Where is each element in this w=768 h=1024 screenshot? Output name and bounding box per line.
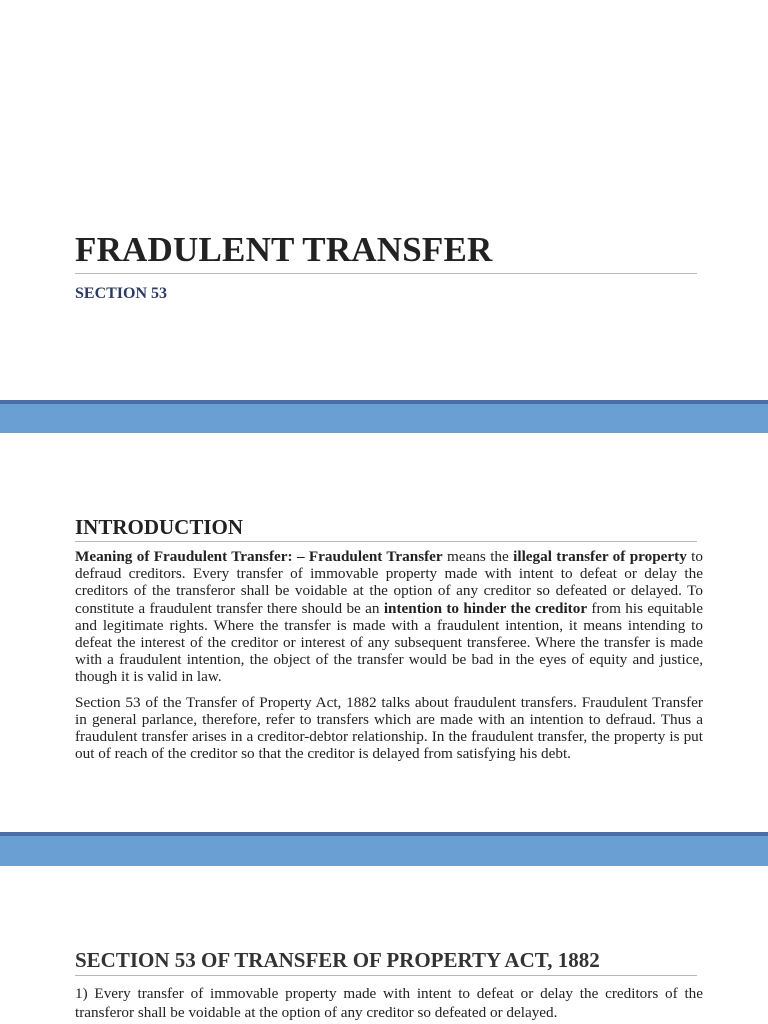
- term-illegal-transfer: illegal transfer of property: [513, 548, 687, 565]
- text-span: means the: [442, 548, 514, 565]
- slide-separator: [0, 832, 768, 866]
- section-53-divider: [75, 975, 697, 976]
- slide-subtitle: SECTION 53: [75, 285, 168, 302]
- slide-introduction: [0, 433, 768, 832]
- slide-title-heading: FRADULENT TRANSFER: [75, 230, 493, 269]
- text-span: from his equitable and legitimate rights. Where the transfer is made with a fraudulent intention, it means intending to defeat the interest of the creditor or interest of any subsequent transferee. Where the transfer is made with a fraudulent intention, the object of the transfer would be bad in the eyes of equity and justice, though it is valid in law.: [75, 599, 703, 686]
- section-53-heading: SECTION 53 OF TRANSFER OF PROPERTY ACT, 1882: [75, 948, 600, 972]
- introduction-paragraph-1: [75, 548, 703, 686]
- introduction-paragraph-2: Section 53 of the Transfer of Property Act, 1882 talks about fraudulent transfers. Fraudulent Transfer in general parlance, therefore, refer to transfers which are made with an intention to defraud. Thus a fraudulent transfer arises in a creditor-debtor relationship. In the fraudulent transfer, the property is put out of reach of the creditor so that the creditor is delayed from satisfying his debt.: [75, 693, 703, 763]
- introduction-body: [75, 548, 703, 770]
- section-53-clause-1: 1) Every transfer of immovable property made with intent to defeat or delay the creditors of the transferor shall be voidable at the option of any creditor so defeated or delayed.: [75, 985, 703, 1021]
- term-intention-to-hinder: intention to hinder the creditor: [383, 599, 588, 617]
- slide-title: [0, 0, 768, 400]
- term-fraudulent-transfer: Meaning of Fraudulent Transfer: – Fraudulent Transfer: [75, 548, 443, 565]
- text-span: to defraud creditors. Every transfer of immovable property made with intent to defeat or delay the creditors of the transferor shall be voidable at the option of any creditor so defeated or delayed. To constitute a fraudulent transfer there should be an: [75, 548, 703, 617]
- slide-section-53: [0, 866, 768, 1024]
- section-53-body: [75, 984, 703, 1022]
- slide-separator: [0, 400, 768, 433]
- title-divider: [75, 273, 697, 274]
- introduction-divider: [75, 541, 697, 542]
- introduction-heading: INTRODUCTION: [75, 515, 244, 539]
